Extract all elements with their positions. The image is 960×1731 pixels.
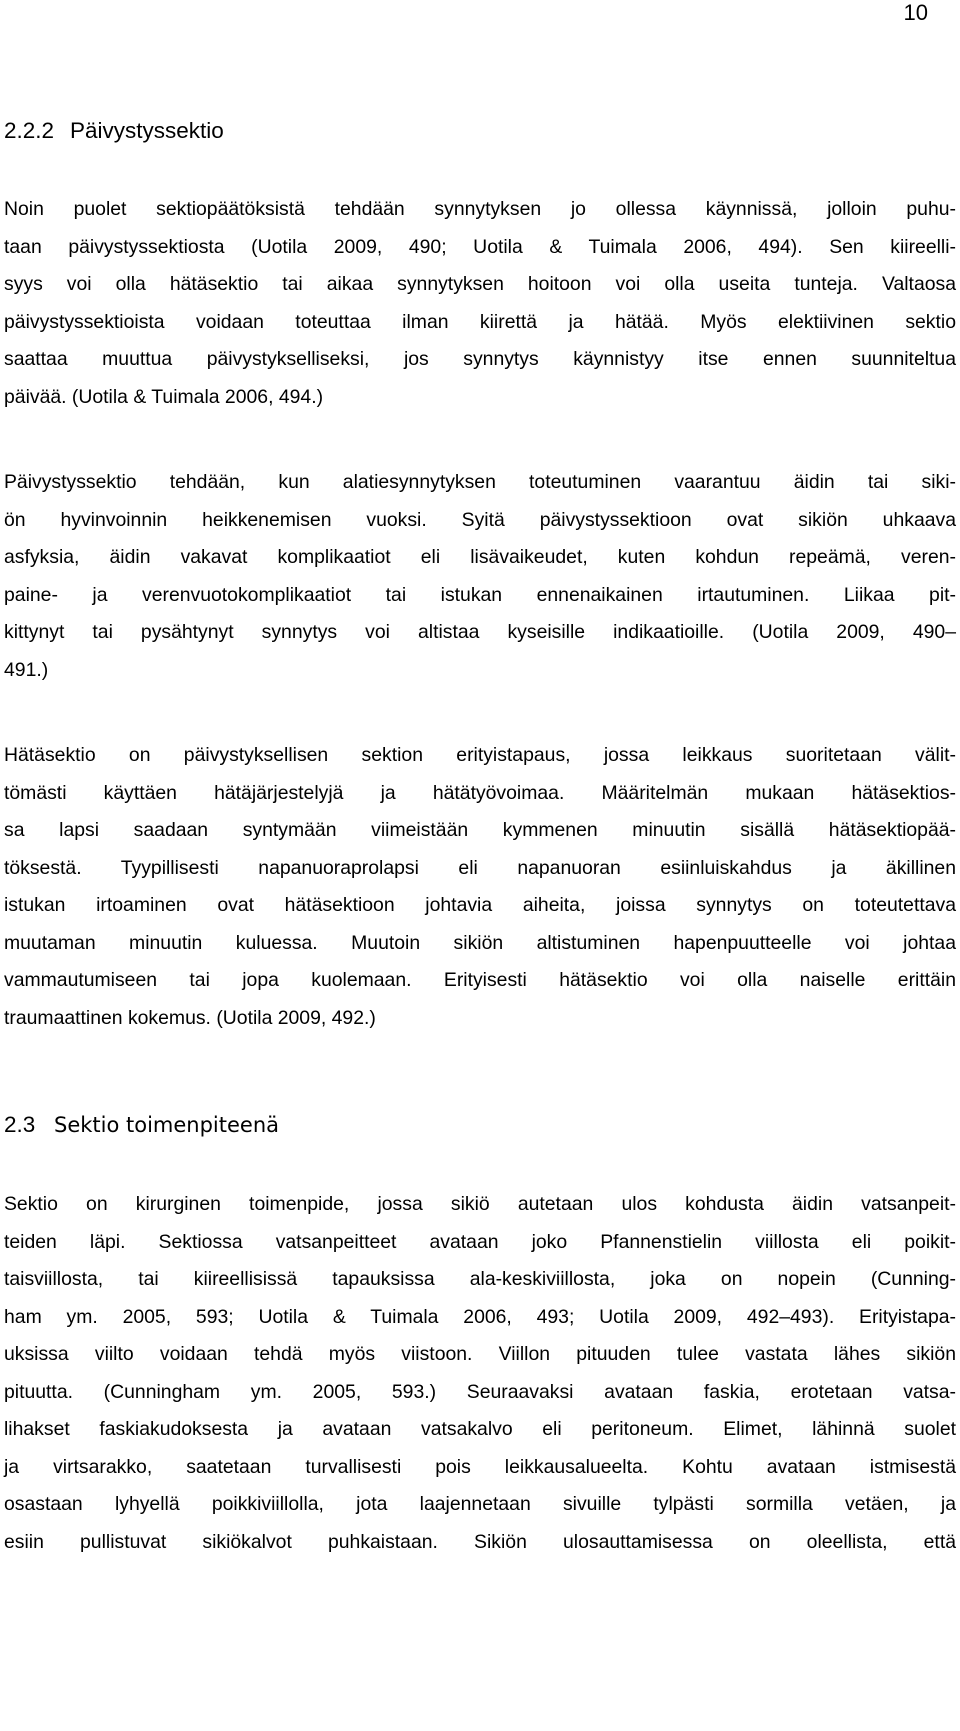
section-heading bbox=[4, 116, 224, 146]
text-line: muutaman minuutin kuluessa. Muutoin sikiön altistuminen hapenpuutteelle voi johtaa bbox=[4, 931, 956, 954]
text-line: sa lapsi saadaan syntymään viimeistään kymmenen minuutin sisällä hätäsektiopää- bbox=[4, 819, 956, 841]
section-title: Sektio toimenpiteenä bbox=[54, 1113, 280, 1137]
section-heading bbox=[4, 1110, 279, 1140]
page-number: 10 bbox=[903, 0, 928, 25]
text-line: taisviillosta, tai kiireellisissä tapauksissa ala-keskiviillosta, joka on nopein (Cunning- bbox=[4, 1268, 956, 1290]
paragraph bbox=[4, 464, 956, 689]
text-line: lihakset faskiakudoksesta ja avataan vatsakalvo eli peritoneum. Elimet, lähinnä suolet bbox=[4, 1418, 956, 1440]
text-line: ön hyvinvoinnin heikkenemisen vuoksi. Syitä päivystyssektioon ovat sikiön uhkaava bbox=[4, 508, 956, 531]
text-line: Hätäsektio on päivystyksellisen sektion erityistapaus, jossa leikkaus suoritetaan välit- bbox=[4, 744, 956, 766]
text-line: osastaan lyhyellä poikkiviillolla, jota laajennetaan sivuille tylpästi sormilla vetäen, ja bbox=[4, 1493, 956, 1515]
text-line: töksestä. Tyypillisesti napanuoraprolapsi eli napanuoran esiinluiskahdus ja äkillinen bbox=[4, 856, 956, 879]
text-line: päivää. (Uotila & Tuimala 2006, 494.) bbox=[4, 385, 324, 408]
text-line: kittynyt tai pysähtynyt synnytys voi altistaa kyseisille indikaatioille. (Uotila 2009, 490– bbox=[4, 621, 956, 643]
text-line: asfyksia, äidin vakavat komplikaatiot eli lisävaikeudet, kuten kohdun repeämä, veren- bbox=[4, 546, 956, 568]
text-line: istukan irtoaminen ovat hätäsektioon johtavia aiheita, joissa synnytys on toteutettava bbox=[4, 894, 956, 916]
text-line: tömästi käyttäen hätäjärjestelyjä ja hätätyövoimaa. Määritelmän mukaan hätäsektios- bbox=[4, 781, 956, 804]
paragraph bbox=[4, 1186, 956, 1561]
text-line: Noin puolet sektiopäätöksistä tehdään synnytyksen jo ollessa käynnissä, jolloin puhu- bbox=[4, 198, 956, 220]
text-line: päivystyssektioista voidaan toteuttaa ilman kiirettä ja hätää. Myös elektiivinen sektio bbox=[4, 310, 956, 333]
paragraph bbox=[4, 191, 956, 416]
section-number: 2.3 bbox=[4, 1112, 36, 1137]
text-line: pituutta. (Cunningham ym. 2005, 593.) Seuraavaksi avataan faskia, erotetaan vatsa- bbox=[4, 1380, 956, 1403]
text-line: taan päivystyssektiosta (Uotila 2009, 490; Uotila & Tuimala 2006, 494). Sen kiireelli- bbox=[4, 235, 956, 258]
paragraph bbox=[4, 737, 956, 1037]
section-number: 2.2.2 bbox=[4, 118, 55, 143]
text-line: ja virtsarakko, saatetaan turvallisesti pois leikkausalueelta. Kohtu avataan istmisestä bbox=[4, 1455, 956, 1478]
text-line: ham ym. 2005, 593; Uotila & Tuimala 2006, 493; Uotila 2009, 492–493). Erityistapa- bbox=[4, 1305, 956, 1328]
text-line: esiin pullistuvat sikiökalvot puhkaistaan. Sikiön ulosauttamisessa on oleellista, että bbox=[4, 1530, 956, 1553]
text-line: 491.) bbox=[4, 658, 49, 681]
text-line: syys voi olla hätäsektio tai aikaa synnytyksen hoitoon voi olla useita tunteja. Valtaosa bbox=[4, 273, 956, 295]
text-line: paine- ja verenvuotokomplikaatiot tai istukan ennenaikainen irtautuminen. Liikaa pit- bbox=[4, 583, 956, 606]
text-line: uksissa viilto voidaan tehdä myös viistoon. Viillon pituuden tulee vastata lähes sikiön bbox=[4, 1343, 956, 1365]
text-line: traumaattinen kokemus. (Uotila 2009, 492.) bbox=[4, 1006, 376, 1029]
text-line: Päivystyssektio tehdään, kun alatiesynnytyksen toteutuminen vaarantuu äidin tai siki- bbox=[4, 471, 956, 493]
text-line: vammautumiseen tai jopa kuolemaan. Erityisesti hätäsektio voi olla naiselle erittäin bbox=[4, 969, 956, 991]
section-title: Päivystyssektio bbox=[70, 118, 224, 143]
text-line: teiden läpi. Sektiossa vatsanpeitteet avataan joko Pfannenstielin viillosta eli poikit- bbox=[4, 1230, 956, 1253]
text-line: saattaa muuttua päivystykselliseksi, jos synnytys käynnistyy itse ennen suunniteltua bbox=[4, 348, 956, 370]
text-line: Sektio on kirurginen toimenpide, jossa sikiö autetaan ulos kohdusta äidin vatsanpeit- bbox=[4, 1193, 956, 1215]
